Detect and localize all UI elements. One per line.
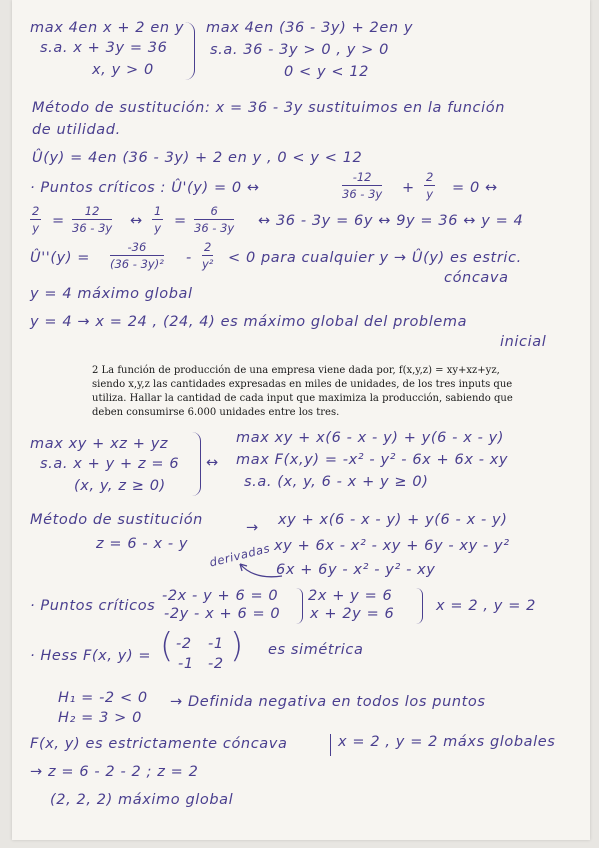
problem1-domain: x, y > 0 (92, 62, 154, 78)
problem1-reduced-constraint: s.a. 36 - 3y > 0 , y > 0 (210, 42, 389, 58)
equals-sign-2: = (174, 213, 187, 229)
equivalence-arrow: ↔ (206, 455, 219, 471)
gradient-eq-2: -2y - x + 6 = 0 (164, 606, 281, 622)
derivatives-label: derivadas (208, 541, 272, 570)
reduced-utility-function: Û(y) = 4en (36 - 3y) + 2 en y , 0 < y < 12 (32, 150, 363, 166)
utility-line: de utilidad. (32, 122, 121, 138)
system-eq-1: 2x + y = 6 (308, 588, 393, 604)
global-max-y: y = 4 máximo global (30, 286, 193, 302)
minus-sign: - (186, 250, 192, 266)
fraction-derivative-1: -12 36 - 3y (342, 170, 383, 201)
matrix-entry-11: -2 (176, 636, 192, 652)
problem2-constraint: s.a. x + y + z = 6 (40, 456, 180, 472)
z-substitution: z = 6 - x - y (96, 536, 189, 552)
fraction-derivative-2: 2 y (426, 170, 434, 201)
second-derivative-label: Û''(y) = (30, 250, 91, 266)
problem2-brace (192, 432, 201, 496)
system-eq-2: x + 2y = 6 (310, 606, 395, 622)
equals-zero: = 0 ↔ (452, 180, 498, 196)
problem2-statement: 2 La función de producción de una empresa viene dada por, f(x,y,z) = xy+xz+yz, siendo x,y,z las cantidades expresadas en miles de unidades, de los tres inputs que utiliza. Hallar la cantidad de cada input que maximiza la producción, sabiendo que deben consumirse 6.000 unidades entre los tres. (92, 365, 513, 418)
initial-word: inicial (500, 334, 547, 350)
notebook-page (12, 0, 590, 840)
problem1-reduced-objective: max 4en (36 - 3y) + 2en y (206, 20, 414, 36)
problem1-objective: max 4en x + 2 en y (30, 20, 185, 36)
global-max-conclusion: y = 4 → x = 24 , (24, 4) es máximo global del problema (30, 314, 468, 330)
right-arrow: → (246, 520, 259, 536)
critical-points-label-2: · Puntos críticos (30, 598, 156, 614)
iff-arrow-1: ↔ (130, 213, 143, 229)
matrix-left-paren: ( (160, 626, 174, 666)
problem2-domain: (x, y, z ≥ 0) (74, 478, 166, 494)
matrix-entry-21: -1 (178, 656, 194, 672)
minor-h2: H₂ = 3 > 0 (58, 710, 142, 726)
concavity-statement: < 0 para cualquier y → Û(y) es estric. (228, 250, 522, 266)
problem1-constraint: s.a. x + 3y = 36 (40, 40, 168, 56)
fraction-second-2: 2 y² (202, 240, 214, 271)
fraction-1-over-y: 1 y (154, 204, 162, 235)
negative-definite-note: → Definida negativa en todos los puntos (170, 694, 486, 710)
fraction-second-1: -36 (36 - 3y)² (110, 240, 164, 271)
concavity-conclusion: F(x, y) es estrictamente cóncava (30, 736, 288, 752)
separator-bar (330, 734, 331, 756)
fraction-12-over: 12 36 - 3y (72, 204, 113, 235)
expansion-line-2: xy + 6x - x² - xy + 6y - xy - y² (274, 538, 510, 554)
global-maxima-note: x = 2 , y = 2 máxs globales (338, 734, 556, 750)
plus-sign: + (402, 180, 415, 196)
gradient-eq-1: -2x - y + 6 = 0 (162, 588, 279, 604)
matrix-entry-12: -1 (208, 636, 224, 652)
symmetric-note: es simétrica (268, 642, 364, 658)
system-brace-1 (296, 588, 303, 624)
problem2-reduced-constraint: s.a. (x, y, 6 - x + y ≥ 0) (244, 474, 429, 490)
fraction-6-over: 6 36 - 3y (194, 204, 235, 235)
fraction-2-over-y: 2 y (32, 204, 40, 235)
substitution-method-line: Método de sustitución: x = 36 - 3y sustituimos en la función (32, 100, 505, 116)
problem1-brace (184, 22, 195, 80)
matrix-entry-22: -2 (208, 656, 224, 672)
hessian-label: · Hess F(x, y) = (30, 648, 152, 664)
system-brace-2 (416, 588, 423, 624)
final-answer: (2, 2, 2) máximo global (50, 792, 234, 808)
critical-points-label: · Puntos críticos : Û'(y) = 0 ↔ (30, 180, 260, 196)
expansion-line-3: 6x + 6y - x² - y² - xy (276, 562, 436, 578)
problem1-reduced-domain: 0 < y < 12 (284, 64, 369, 80)
concave-word: cóncava (444, 270, 509, 286)
equals-sign-1: = (52, 213, 65, 229)
critical-point-solution: x = 2 , y = 2 (436, 598, 536, 614)
matrix-right-paren: ) (230, 626, 244, 666)
z-value-line: → z = 6 - 2 - 2 ; z = 2 (30, 764, 199, 780)
minor-h1: H₁ = -2 < 0 (58, 690, 148, 706)
problem2-reduced-objective: max xy + x(6 - x - y) + y(6 - x - y) (236, 430, 505, 446)
substitution-method-2: Método de sustitución (30, 512, 203, 528)
solution-chain: ↔ 36 - 3y = 6y ↔ 9y = 36 ↔ y = 4 (258, 213, 524, 229)
problem2-objective: max xy + xz + yz (30, 436, 169, 452)
expansion-line-1: xy + x(6 - x - y) + y(6 - x - y) (278, 512, 508, 528)
problem2-function-f: max F(x,y) = -x² - y² - 6x + 6x - xy (236, 452, 509, 468)
